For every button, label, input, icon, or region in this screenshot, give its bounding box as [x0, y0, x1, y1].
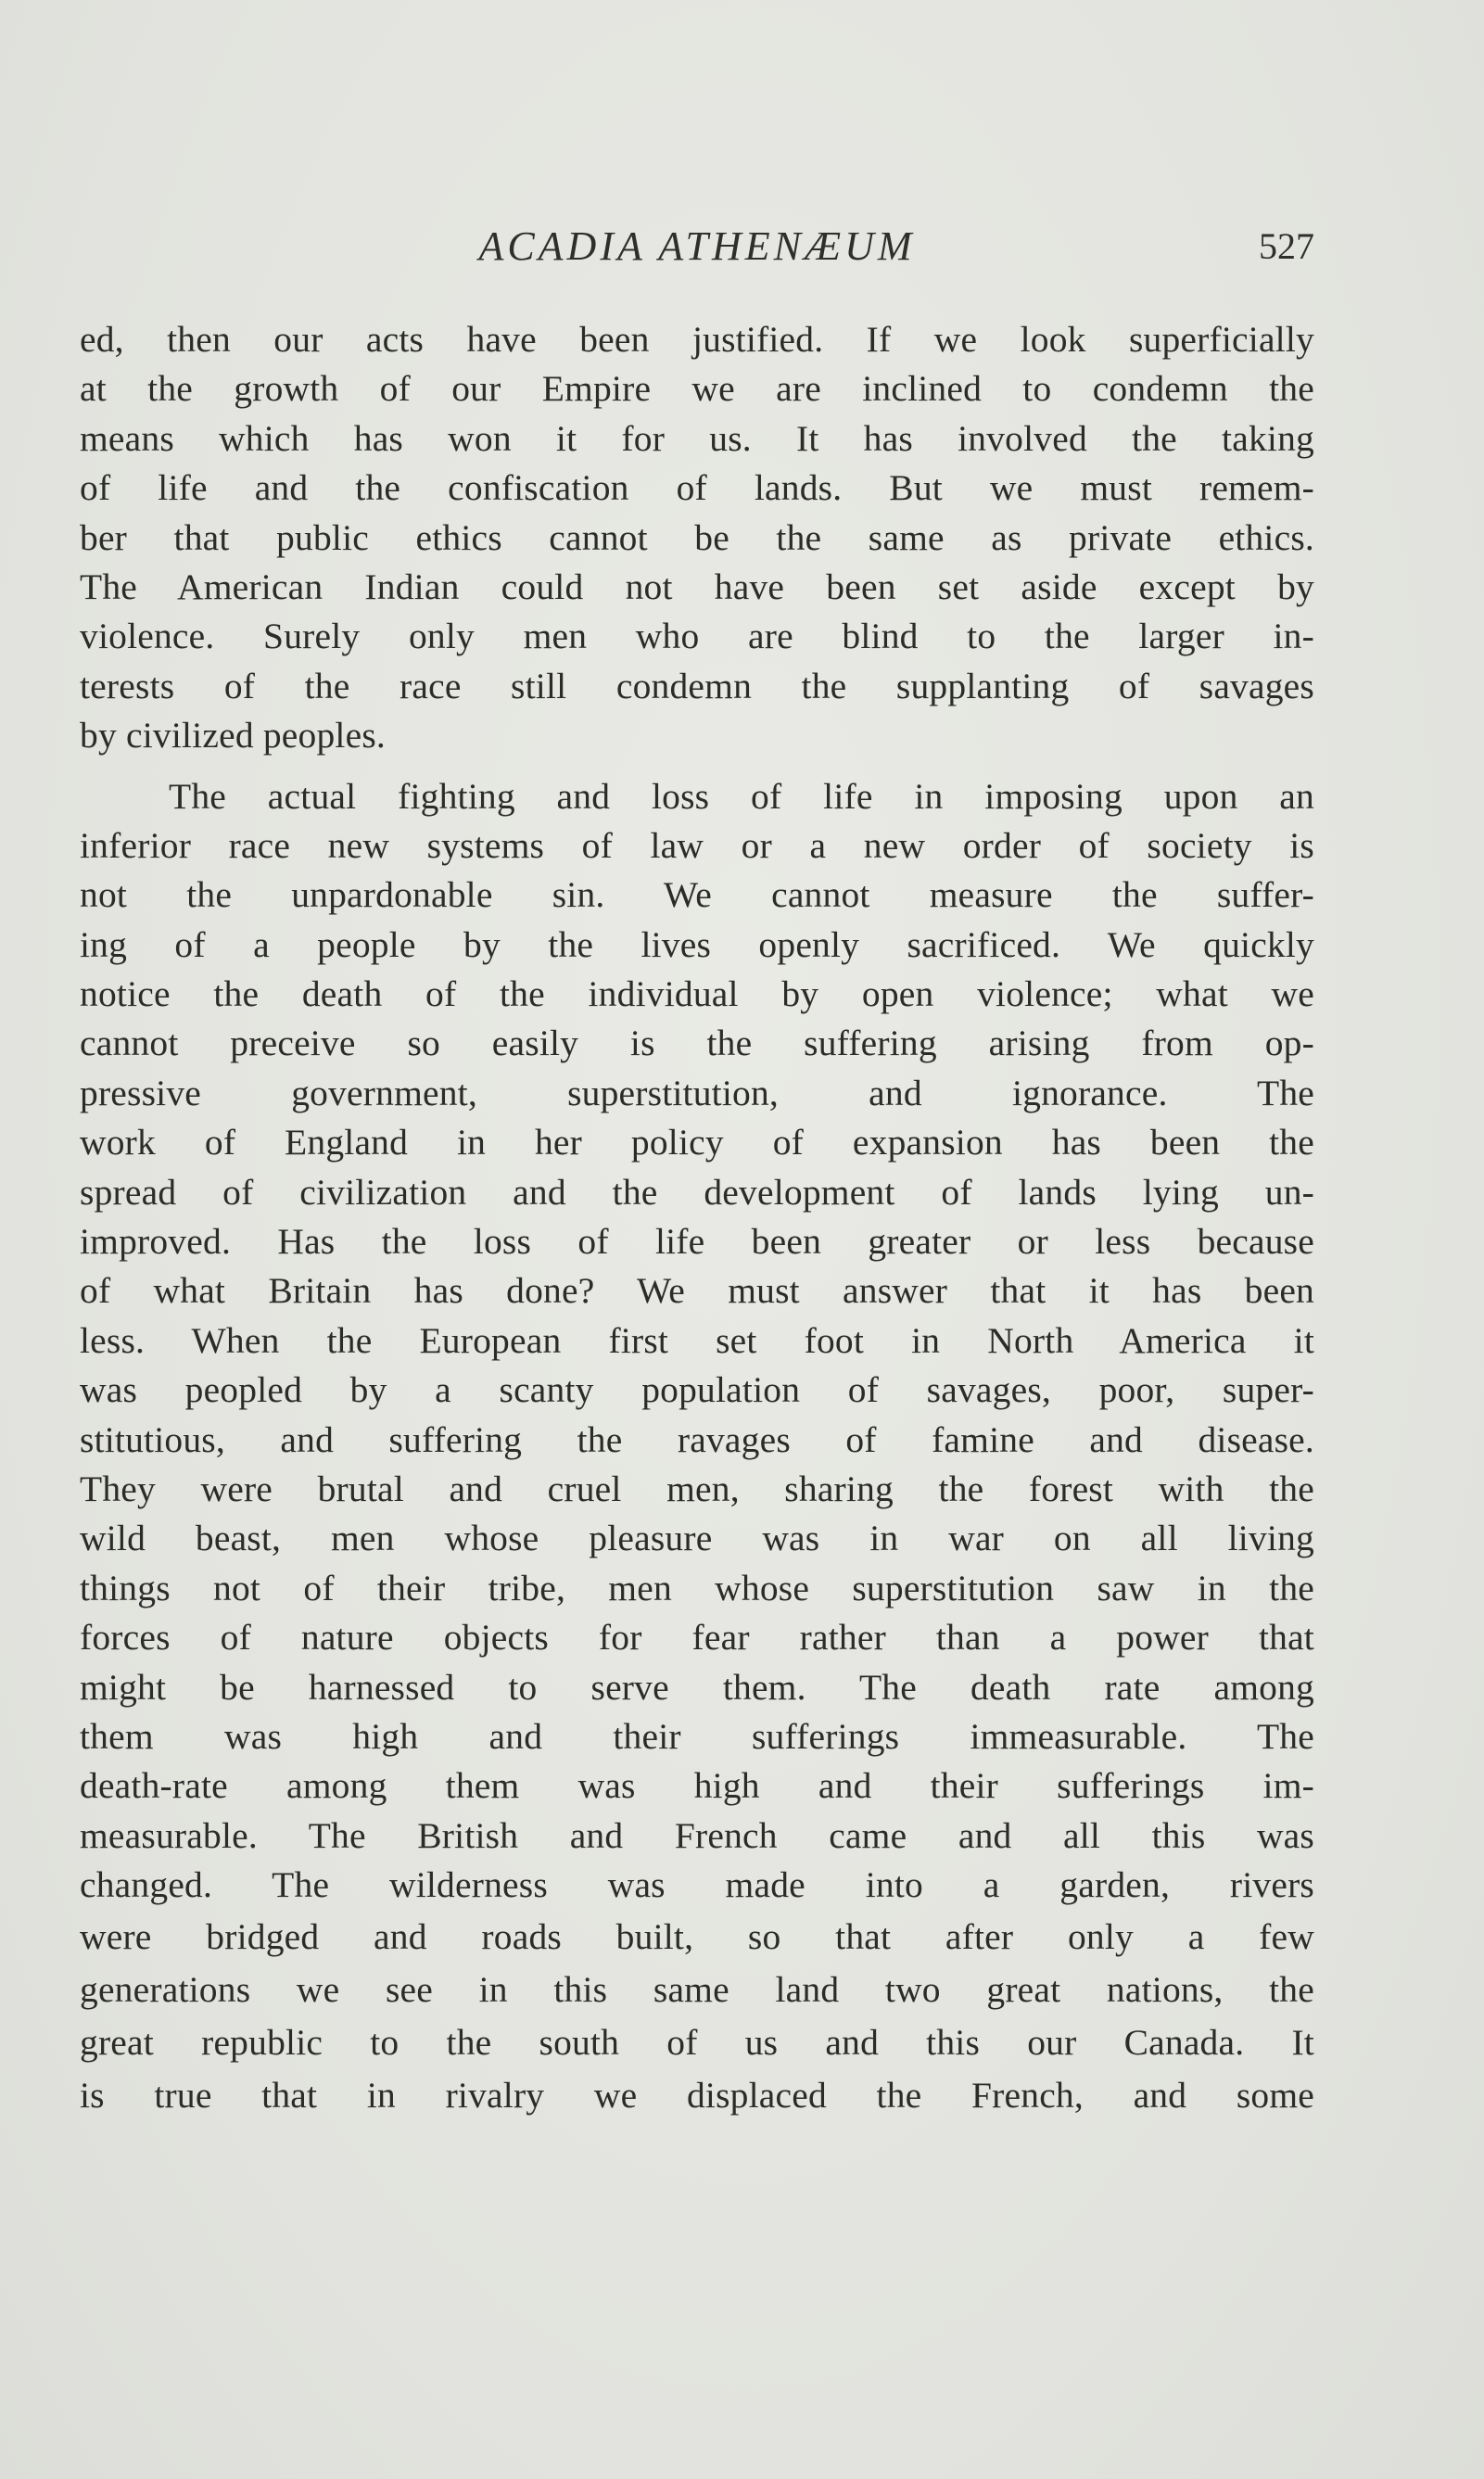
text-line: measurable. The British and French came and all this was [80, 1814, 1314, 1856]
text-line: by civilized peoples. [80, 715, 386, 756]
text-line: wild beast, men whose pleasure was in war on all living [80, 1518, 1314, 1559]
text-line: generations we see in this same land two great nations, the [80, 1968, 1314, 2010]
text-line: them was high and their sufferings immeasurable. The [80, 1715, 1314, 1757]
text-line: The American Indian could not have been set aside except by [80, 566, 1314, 607]
text-line: means which has won it for us. It has involved the taking [80, 417, 1314, 459]
text-line: less. When the European first set foot in North America it [80, 1319, 1314, 1361]
paragraph-gap [80, 761, 1314, 772]
text-line: ing of a people by the lives openly sacrificed. We quickly [80, 923, 1314, 965]
text-line: great republic to the south of us and this our Canada. It [80, 2021, 1314, 2063]
text-line: might be harnessed to serve them. The death rate among [80, 1666, 1314, 1708]
text-line: things not of their tribe, men whose superstitution saw in the [80, 1567, 1314, 1608]
text-line: notice the death of the individual by open violence; what we [80, 973, 1314, 1015]
text-line: were bridged and roads built, so that after only a few [80, 1915, 1314, 1957]
running-title: ACADIA ATHENÆUM [478, 223, 916, 269]
text-line: cannot preceive so easily is the suffering arising from op- [80, 1023, 1314, 1064]
running-head [80, 222, 1314, 274]
body-text [80, 315, 1314, 2122]
text-line: of what Britain has done? We must answer that it has been [80, 1270, 1314, 1312]
text-line: not the unpardonable sin. We cannot measure the suffer- [80, 874, 1314, 916]
text-line: inferior race new systems of law or a new order of society is [80, 824, 1314, 866]
paragraph-2 [80, 772, 1314, 2122]
text-line: death-rate among them was high and their sufferings im- [80, 1765, 1314, 1807]
text-line: violence. Surely only men who are blind to the larger in- [80, 616, 1314, 657]
text-line: pressive government, superstitution, and ignorance. The [80, 1072, 1314, 1113]
text-line: forces of nature objects for fear rather than a power that [80, 1617, 1314, 1659]
text-line: improved. Has the loss of life been greater or less because [80, 1221, 1314, 1263]
text-line: The actual fighting and loss of life in imposing upon an [169, 775, 1314, 817]
text-line: is true that in rivalry we displaced the French, and some [80, 2074, 1314, 2116]
text-line: ed, then our acts have been justified. If we look superficially [80, 319, 1314, 360]
text-line: at the growth of our Empire we are inclined to condemn the [80, 368, 1314, 410]
text-line: stitutious, and suffering the ravages of famine and disease. [80, 1418, 1314, 1460]
text-line: of life and the confiscation of lands. But we must remem- [80, 467, 1314, 509]
text-line: work of England in her policy of expansion has been the [80, 1122, 1314, 1163]
page-number: 527 [1259, 225, 1314, 267]
text-line: ber that public ethics cannot be the same as private ethics. [80, 516, 1314, 558]
text-line: changed. The wilderness was made into a garden, rivers [80, 1864, 1314, 1906]
text-line: They were brutal and cruel men, sharing the forest with the [80, 1468, 1314, 1509]
text-line: spread of civilization and the development of lands lying un- [80, 1171, 1314, 1213]
paragraph-1 [80, 315, 1314, 761]
text-line: was peopled by a scanty population of savages, poor, super- [80, 1369, 1314, 1411]
text-line: terests of the race still condemn the supplanting of savages [80, 665, 1314, 706]
